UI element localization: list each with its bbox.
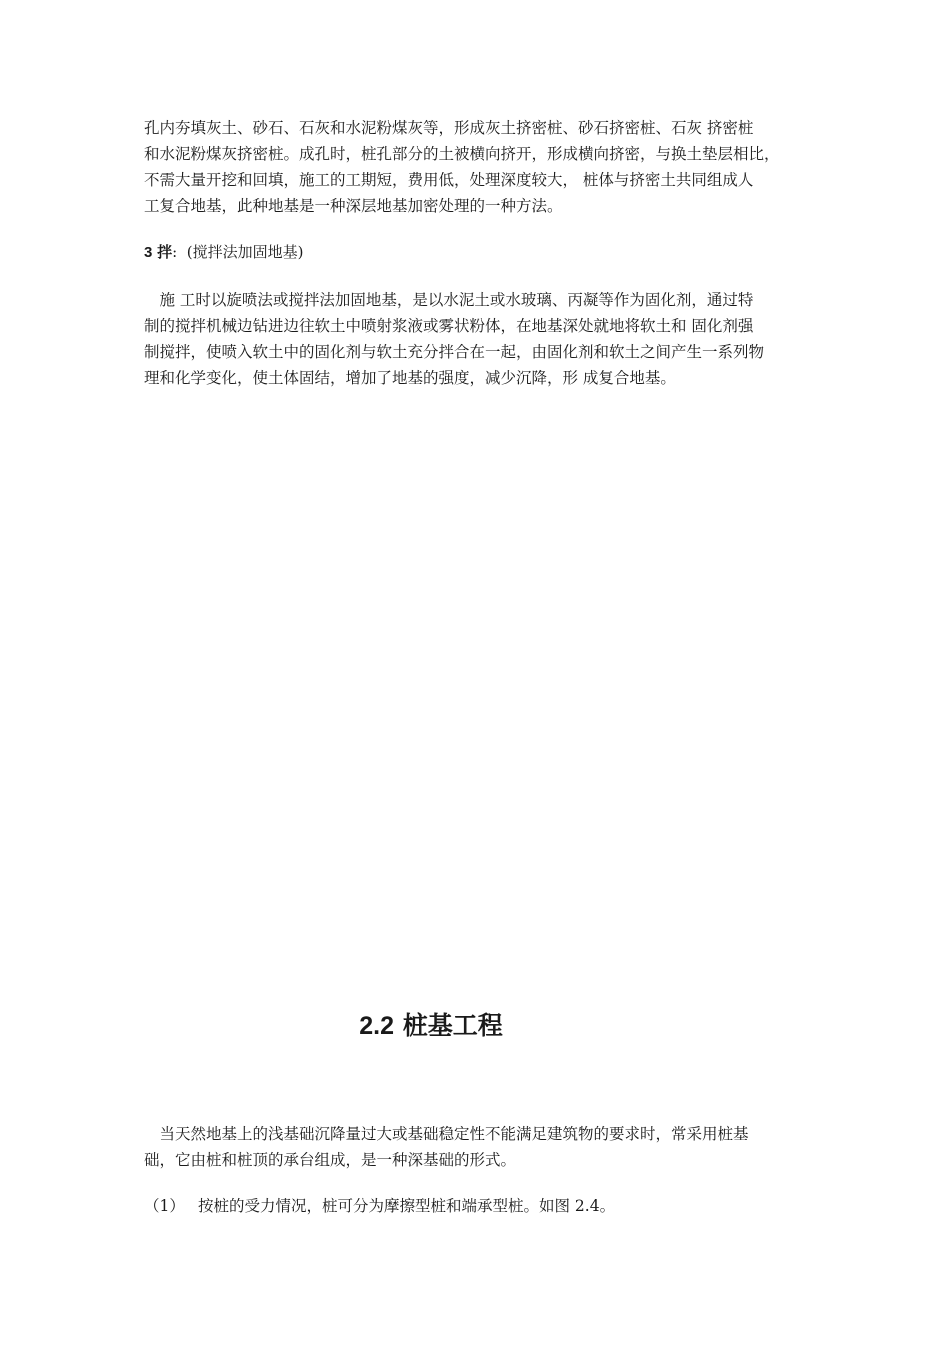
paragraph-mixing-method [144,287,812,391]
list-item-text: 按桩的受力情况，桩可分为摩擦型桩和端承型桩。如图 2.4。 [198,1197,616,1215]
subheading-note: (搅拌法加固地基) [186,243,304,261]
paragraph-line: 施 工时以旋喷法或搅拌法加固地基，是以水泥土或水玻璃、丙凝等作为固化剂，通过特 [144,291,754,309]
list-item-pile-types [144,1194,615,1218]
paragraph-line: 当天然地基上的浅基础沉降量过大或基础稳定性不能满足建筑物的要求时，常采用桩基 [144,1125,749,1143]
section-title [0,1008,862,1044]
paragraph-line: 理和化学变化，使土体固结，增加了地基的强度，减少沉降，形 成复合地基。 [144,369,676,387]
subheading-number: 3 [144,244,153,261]
paragraph-line: 和水泥粉煤灰挤密桩。成孔时，桩孔部分的土被横向挤开，形成横向挤密，与换土垫层相比， [144,145,780,163]
paragraph-line: 孔内夯填灰土、砂石、石灰和水泥粉煤灰等，形成灰土挤密桩、砂石挤密桩、石灰 挤密桩 [144,119,754,137]
section-number: 2.2 [359,1012,395,1040]
paragraph-line: 工复合地基，此种地基是一种深层地基加密处理的一种方法。 [144,197,563,215]
list-marker: （1） [144,1197,185,1215]
paragraph-compaction-piles [144,115,812,219]
paragraph-line: 制搅拌，使喷入软土中的固化剂与软土充分拌合在一起，由固化剂和软土之间产生一系列物 [144,343,765,361]
subheading-word: 拌 [157,243,173,261]
section-title-text: 桩基工程 [402,1011,503,1040]
paragraph-pile-foundation [144,1121,812,1173]
paragraph-line: 础，它由桩和桩顶的承台组成，是一种深基础的形式。 [144,1151,517,1169]
subheading-separator: : [172,243,178,261]
paragraph-line: 制的搅拌机械边钻进边往软土中喷射浆液或雾状粉体，在地基深处就地将软土和 固化剂强 [144,317,754,335]
subheading-mixing [144,241,303,264]
paragraph-line: 不需大量开挖和回填，施工的工期短，费用低，处理深度较大， 桩体与挤密土共同组成人 [144,171,754,189]
